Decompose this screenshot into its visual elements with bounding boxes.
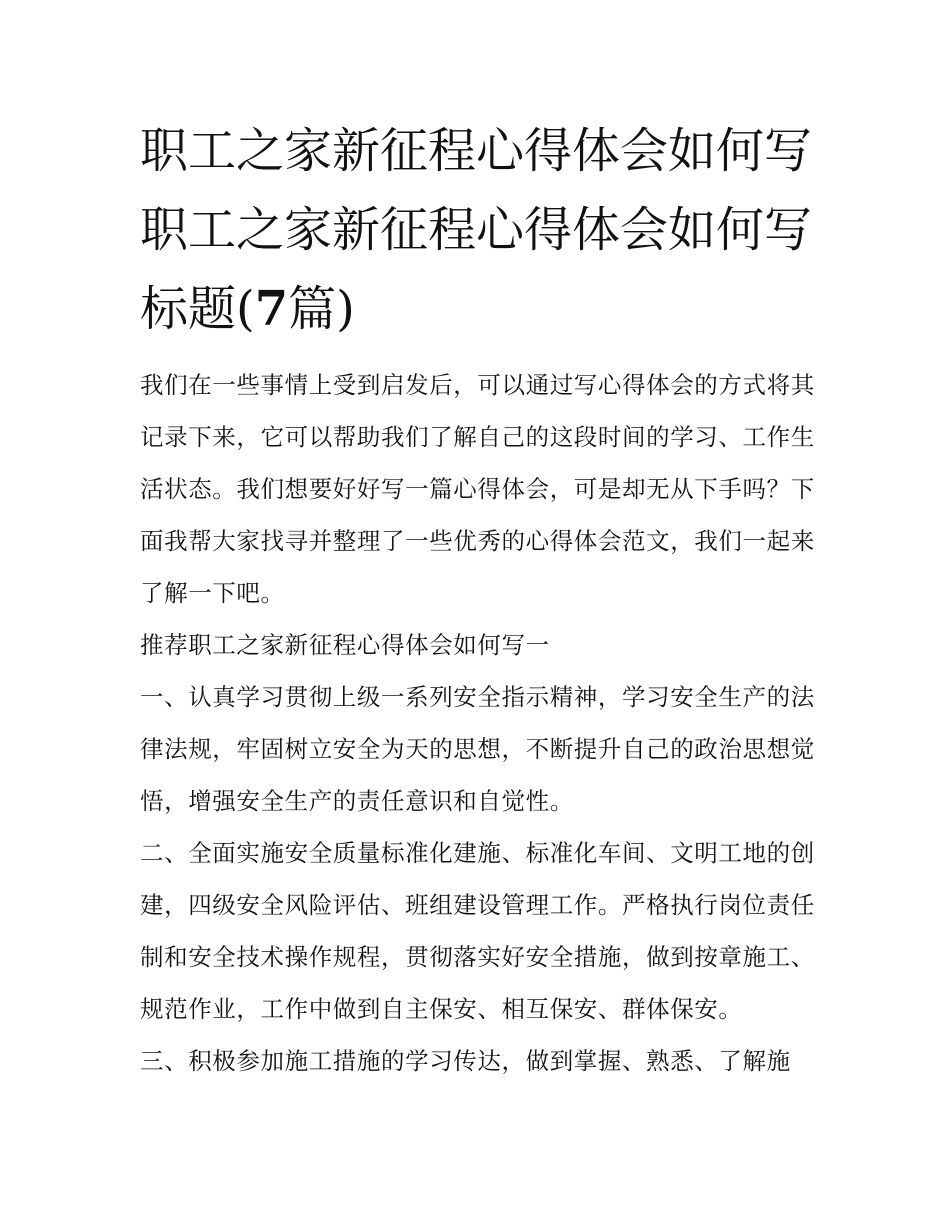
body-paragraph-1: 一、认真学习贯彻上级一系列安全指示精神，学习安全生产的法律法规，牢固树立安全为天的思想，不断提升自己的政治思想觉悟，增强安全生产的责任意识和自觉性。 bbox=[140, 683, 815, 815]
title-count: 7 bbox=[254, 281, 289, 337]
intro-paragraph: 我们在一些事情上受到启发后，可以通过写心得体会的方式将其记录下来，它可以帮助我们了解自己的这段时间的学习、工作生活状态。我们想要好好写一篇心得体会，可是却无从下手吗？下面我帮大家找寻并整理了一些优秀的心得体会范文，我们一起来了解一下吧。 bbox=[140, 371, 815, 607]
section-heading: 推荐职工之家新征程心得体会如何写一 bbox=[140, 631, 550, 659]
body-paragraph-3: 三、积极参加施工措施的学习传达，做到掌握、熟悉、了解施 bbox=[140, 1047, 791, 1075]
body-paragraph-2: 二、全面实施安全质量标准化建施、标准化车间、文明工地的创建，四级安全风险评估、班组建设管理工作。严格执行岗位责任制和安全技术操作规程，贯彻落实好安全措施，做到按章施工、规范作业，工作中做到自主保安、相互保安、群体保安。 bbox=[140, 839, 815, 1023]
document-page bbox=[140, 112, 820, 1087]
document-title bbox=[140, 112, 820, 349]
title-tail: 篇) bbox=[288, 281, 355, 337]
title-main: 职工之家新征程心得体会如何写 职工之家新征程心得体会如何写标题( bbox=[140, 123, 813, 337]
